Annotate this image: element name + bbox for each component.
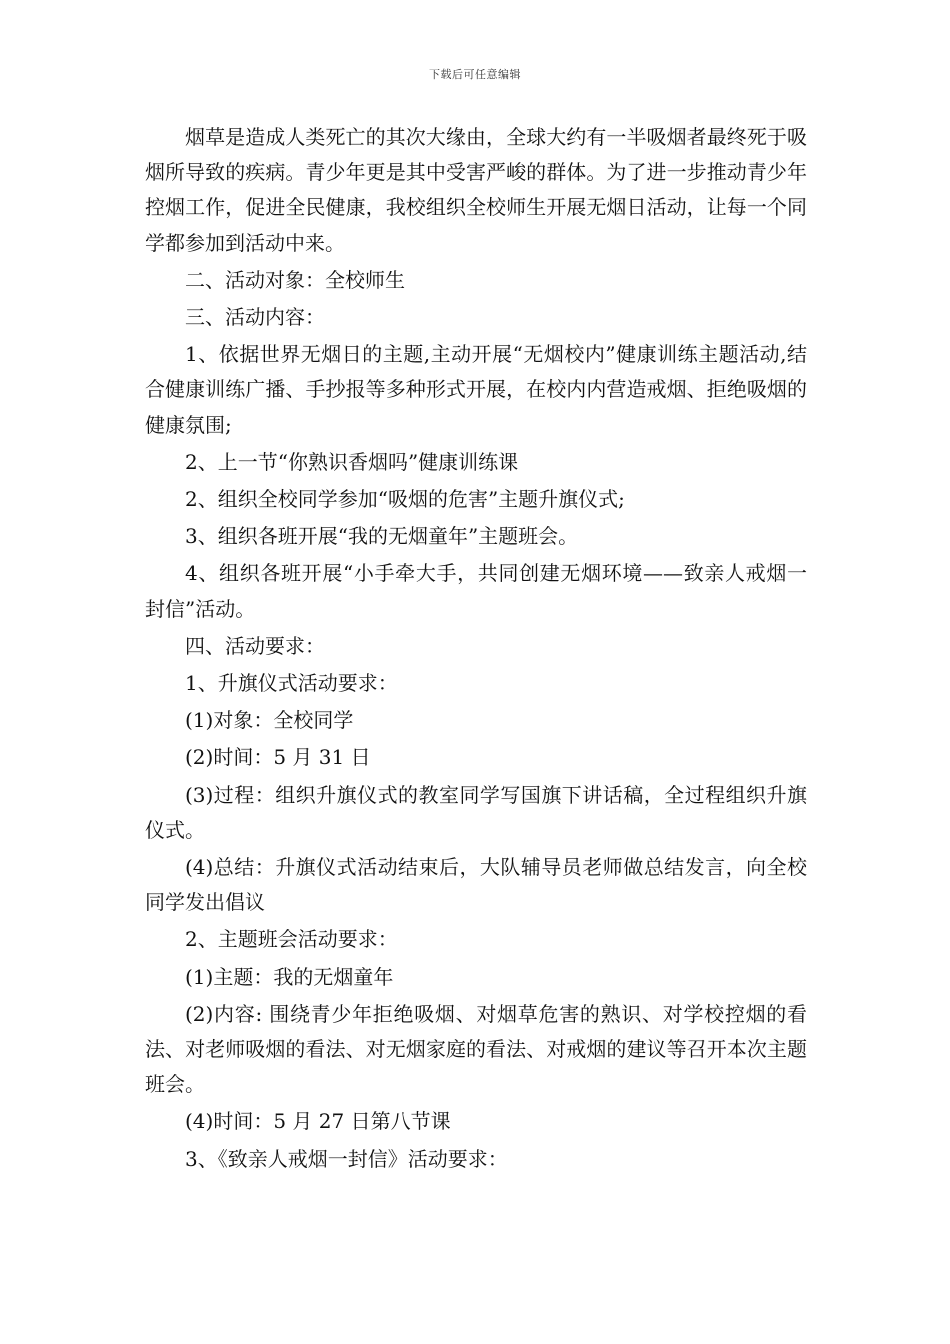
list-item: 2、上一节“你熟识香烟吗”健康训练课 bbox=[185, 449, 519, 474]
document-body bbox=[145, 120, 807, 1179]
list-item: (3)过程：组织升旗仪式的教室同学写国旗下讲话稿，全过程组织升旗仪式。 bbox=[145, 782, 807, 842]
list-item: (2)时间：5 月 31 日 bbox=[185, 745, 371, 770]
list-item: (4)总结：升旗仪式活动结束后，大队辅导员老师做总结发言，向全校同学发出倡议 bbox=[145, 855, 807, 915]
list-item: 4、组织各班开展“小手牵大手，共同创建无烟环境——致亲人戒烟一封信”活动。 bbox=[145, 561, 807, 621]
sub-heading-letter: 3、《致亲人戒烟一封信》活动要求： bbox=[185, 1146, 508, 1171]
section-heading-requirements: 四、活动要求： bbox=[185, 633, 325, 658]
list-item: (1)主题：我的无烟童年 bbox=[185, 964, 394, 989]
list-item: (4)时间：5 月 27 日第八节课 bbox=[185, 1109, 451, 1134]
list-item: 3、组织各班开展“我的无烟童年”主题班会。 bbox=[185, 524, 579, 549]
section-heading-targets: 二、活动对象：全校师生 bbox=[185, 267, 405, 292]
paragraph-intro: 烟草是造成人类死亡的其次大缘由，全球大约有一半吸烟者最终死于吸烟所导致的疾病。青少年更是其中受害严峻的群体。为了进一步推动青少年控烟工作，促进全民健康，我校组织全校师生开展无烟日活动，让每一个同学都参加到活动中来。 bbox=[145, 125, 807, 255]
list-item: 1、依据世界无烟日的主题,主动开展“无烟校内”健康训练主题活动,结合健康训练广播、手抄报等多种形式开展，在校内内营造戒烟、拒绝吸烟的健康氛围; bbox=[145, 342, 807, 437]
list-item: 2、组织全校同学参加“吸烟的危害”主题升旗仪式; bbox=[185, 487, 625, 512]
section-heading-content: 三、活动内容： bbox=[185, 305, 325, 330]
sub-heading-class-meeting: 2、主题班会活动要求： bbox=[185, 927, 398, 952]
list-item: (1)对象：全校同学 bbox=[185, 708, 354, 733]
page-header: 下载后可任意编辑 bbox=[429, 68, 521, 81]
sub-heading-flag-ceremony: 1、升旗仪式活动要求： bbox=[185, 671, 398, 696]
list-item: (2)内容: 围绕青少年拒绝吸烟、对烟草危害的熟识、对学校控烟的看法、对老师吸烟的看法、对无烟家庭的看法、对戒烟的建议等召开本次主题班会。 bbox=[145, 1001, 807, 1097]
